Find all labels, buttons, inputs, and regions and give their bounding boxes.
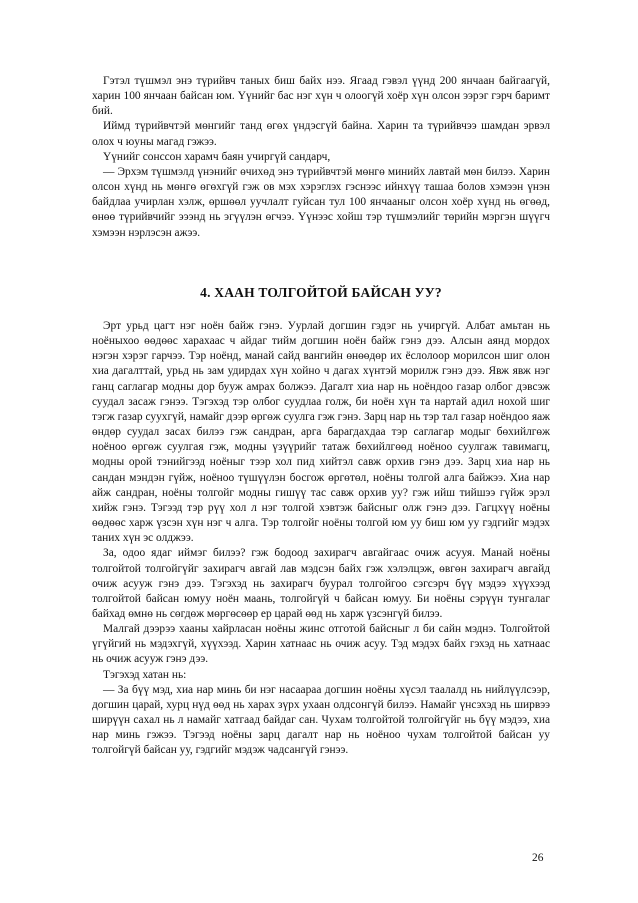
paragraph: Үүнийг сонссон харамч баян учиргүй сандарч, [103,150,331,163]
paragraph: — За бүү мэд, хиа нар минь би нэг насаараа догшин ноёны хүсэл таалалд нь нийлүүлсээр, догшин царай, хурц нүд өөд нь харах зүрх ухаан олдсонгүй билээ. Намайг үнсэхэд нь ширвээ ширүүн сахал нь л намайг хатгаад байдаг сан. Чухам толгойтой толгойгүйг нь бүү мэдээ, хиа нар минь гэжээ. Тэгээд ноёны зарц дагалт нар нь ноёноо чухам толгойтой байсан уу толгойгүй байсан уу, гэдгийг мэдэж чадсангүй гэнээ. [92,683,550,757]
chapter-heading: 4. ХААН ТОЛГОЙТОЙ БАЙСАН УУ? [200,285,442,300]
paragraph: Иймд түрийвчтэй мөнгийг танд өгөх үндэсгүй байна. Харин та түрийвчээ шамдан эрвэл олох ч юуны магад гэжээ. [92,120,550,148]
paragraph: — Эрхэм түшмэлд үнэнийг өчихөд энэ түрийвчтэй мөнгө минийх лавтай мөн билээ. Харин олсон хүнд нь мөнгө өгөхгүй гэж ов мэх хэрэглэх гэснээс ийнхүү ташаа болов хэмээн үнэн байдлаа учирлан хэлж, өршөөл уучлалт гуйсан тул 100 янчааныг олсон хоёр хүнд нь өгөөд, өнөө түрийвчийг эээнд нь эгүүлэн өгчээ. Үүнээс хойш тэр түшмэлийг төрийн мэргэн шүүгч хэмээн нэрлэсэн ажээ. [92,165,550,239]
paragraph: Гэтэл түшмэл энэ түрийвч таных биш байх нээ. Ягаад гэвэл үүнд 200 янчаан байгаагүй, харин 100 янчаан байсан юм. Үүнийг бас нэг хүн ч олоогүй хоёр хүн олсон ээрэг гэрч баримт бий. [92,75,550,118]
paragraph: Эрт урьд цагт нэг ноён байж гэнэ. Уурлай догшин гэдэг нь учиргүй. Албат амьтан нь ноёныхоо өөдөөс харахаас ч айдаг тийм догшин ноён байж гэнэ дээ. Алсын аянд мордох нэгэн хэрэг гарчээ. Тэр ноёнд, манай сайд вангийн өнөөдөр их ёслолоор морилсон шиг олон хиа дагалттай, урьд нь зам удирдах хүн хойно ч дагах хүнтэй морилж гэнэ дээ. Явж явж нэг ганц саглагар модны дор бууж амрах болжээ. Дагалт хиа нар нь ноёндоо газар олбог дэвсэж суудал засаж гэнээ. Тэгэхэд тэр олбог суудлаа голж, би ноён хүн та нартай адил нохой шиг тэгж газар суухгүй, намайг дээр өргөж суулга гэж гэнэ. Зарц нар нь тэр тал газар ноёндоо яаж өндөр суудал засах билээ гэж сандран, арга барагдахдаа тэр саглагар модыг бөхийлгөж ноёноо өргөж суулгая гэж, модны үзүүрийг татаж бөхийлгөөд ноёноо суулгаж тавимагц, модны орой тэнийгээд ноёныг тээр хол пид хийтэл савж орхив гэнэ дээ. Зарц хиа нар нь сандан мэндэн гүйж, ноёноо түшүүлэн босгож өргөтөл, ноёны толгой алга байжээ. Хиа нар айж сандран, ноёны толгойг модны гишүү тас савж орхив уу? гэж ийш тийшээ гүйж эрэл хийж гэнэ. Тэгээд тэр рүү хол л нэг толгой хэвтэж байсныг олж гэнэ дээ. Гагцхүү ноёны өөдөөс харж үзсэн хүн нэг ч алга. Тэр толгойг ноёны толгой юм уу биш юм уу гэдгийг мэдэх таних хүн эс олджээ. [92,320,550,545]
paragraph: Малгай дээрээ хааны хайрласан ноёны жинс отготой байсныг л би сайн мэднэ. Толгойтой үгүйгий нь мэдэхгүй, хүүхээд. Харин хатнаас нь очиж асуу. Тэд мэдэх байх гэхэд нь хатнаас нь очиж асууж гэнэ дээ. [92,623,550,666]
page-number: 26 [532,852,544,864]
paragraph: Тэгэхэд хатан нь: [103,668,187,681]
section-2-text [92,319,550,759]
section-1-text [92,74,550,241]
paragraph: За, одоо ядаг иймэг билээ? гэж бодоод захирагч авгайгаас очиж асууя. Манай ноёны толгойтой толгойгүйг захирагч авгай лав мэдсэн байх гэж хэлэлцэж, өвгөн захирагч авгайд очиж асууж гэнэ дээ. Тэгэхэд нь захирагч буурал толгойгоо сэгсэрч бүү мэдээ хүүхээд толгойтой байсан юмуу ноён маань, толгойгүй ч байсан юмуу. Би ноёны сэрүүн тунгалаг байхад өмнө нь сөгдөж мөргөсөөр ер царай өөд нь харж үзсэнгүй билээ. [92,547,550,620]
